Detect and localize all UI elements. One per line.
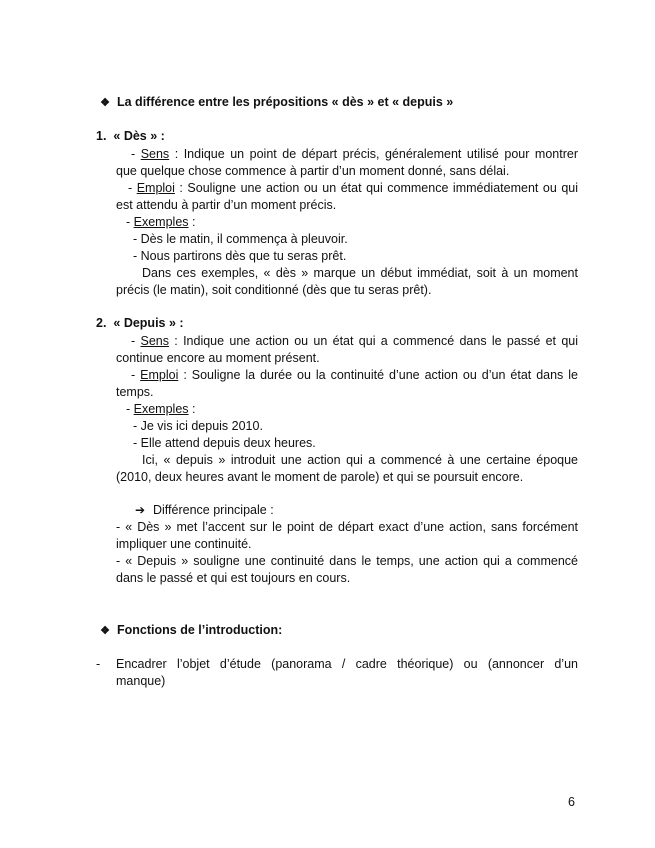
depuis-comment-line-2: (2010, deux heures avant le moment de parole) et qui se poursuit encore. [116, 470, 524, 484]
emploi-label: Emploi [140, 368, 179, 382]
des-example-1: - Dès le matin, il commença à pleuvoir. [133, 232, 348, 246]
section-heading-prepositions [99, 94, 453, 112]
sens-label: Sens [140, 147, 170, 161]
numbered-heading-des [96, 128, 165, 145]
difference-point-1-line-1: - « Dès » met l’accent sur le point de départ exact d’une action, sans forcément [116, 520, 578, 534]
depuis-sens-line-1: - Sens : Indique une action ou un état qui a commencé dans le passé et qui [131, 334, 579, 348]
heading-des: « Dès » : [113, 129, 165, 143]
des-sens-line-1: - Sens : Indique un point de départ précis, généralement utilisé pour montrer [131, 147, 579, 161]
des-emploi-line-2: est attendu à partir d’un moment précis. [116, 198, 337, 212]
depuis-example-1: - Je vis ici depuis 2010. [133, 419, 263, 433]
difference-title: Différence principale : [153, 503, 274, 517]
section-heading-introduction [99, 622, 282, 640]
list-dash: - [96, 657, 101, 671]
des-emploi-line-1: - Emploi : Souligne une action ou un état qui commence immédiatement ou qui [128, 181, 578, 195]
diamond-bullet-icon: ❖ [100, 97, 110, 109]
des-comment-line-1: Dans ces exemples, « dès » marque un début immédiat, soit à un moment [142, 266, 578, 280]
depuis-sens-line-2: continue encore au moment présent. [116, 351, 320, 365]
heading-depuis: « Depuis » : [113, 316, 184, 330]
list-number: 2. [96, 316, 107, 330]
des-sens-line-2: que quelque chose commence à partir d’un moment donné, sans délai. [116, 164, 510, 178]
section-title: Fonctions de l’introduction: [117, 623, 283, 637]
difference-point-2-line-1: - « Depuis » souligne une continuité dans le temps, une action qui a commencé [116, 554, 578, 568]
difference-heading [133, 502, 274, 519]
des-example-2: - Nous partirons dès que tu seras prêt. [133, 249, 347, 263]
introduction-item-line-1: Encadrer l’objet d’étude (panorama / cadre théorique) ou (annoncer d’un [116, 657, 578, 671]
depuis-emploi-line-2: temps. [116, 385, 154, 399]
sens-label: Sens [140, 334, 169, 348]
introduction-item-line-2: manque) [116, 674, 166, 688]
depuis-emploi-line-1: - Emploi : Souligne la durée ou la continuité d’une action ou d’un état dans le [131, 368, 579, 382]
difference-point-1-line-2: impliquer une continuité. [116, 537, 252, 551]
emploi-label: Emploi [136, 181, 175, 195]
difference-point-2-line-2: dans le passé et qui est toujours en cours. [116, 571, 351, 585]
des-exemples-heading: - Exemples : [126, 215, 196, 229]
exemples-label: Exemples [133, 402, 189, 416]
section-title: La différence entre les prépositions « dès » et « depuis » [117, 95, 454, 109]
depuis-example-2: - Elle attend depuis deux heures. [133, 436, 316, 450]
list-number: 1. [96, 129, 107, 143]
numbered-heading-depuis [96, 315, 184, 332]
depuis-comment-line-1: Ici, « depuis » introduit une action qui a commencé à une certaine époque [142, 453, 578, 467]
depuis-exemples-heading: - Exemples : [126, 402, 196, 416]
exemples-label: Exemples [133, 215, 189, 229]
diamond-bullet-icon: ❖ [100, 625, 110, 637]
des-comment-line-2: précis (le matin), soit conditionné (dès que tu seras prêt). [116, 283, 432, 297]
arrow-right-icon: ➔ [134, 503, 146, 517]
page-number: 6 [568, 795, 575, 809]
